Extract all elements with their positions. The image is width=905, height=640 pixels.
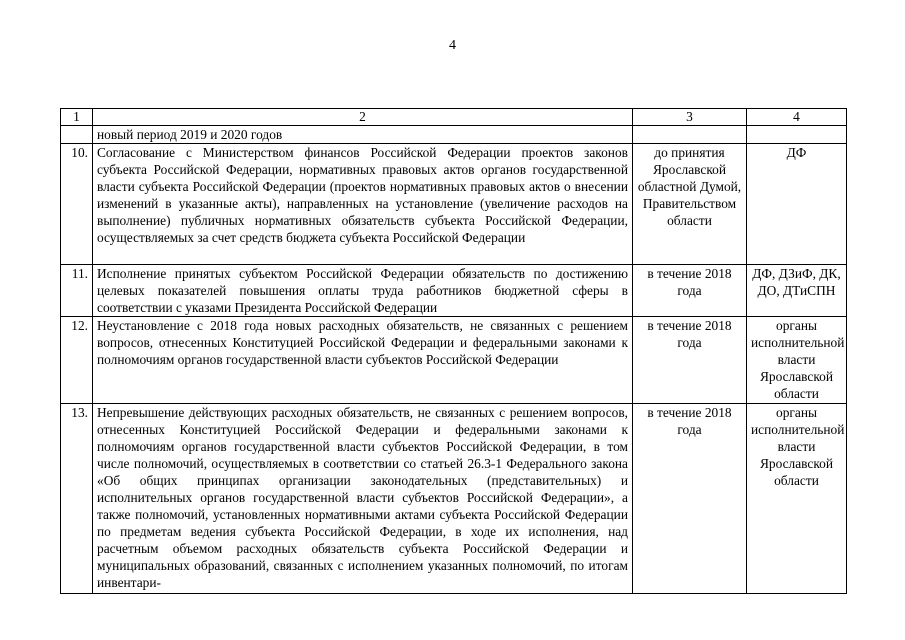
measure-text: Согласование с Министерством финансов Российской Федерации проектов законов субъекта Российской Федерации, нормативных правовых актов органов государственной власти субъекта Российской Федерации (проектов нормативных правовых актов о внесении изменений в указанные акты), направленных на установление (увеличение расходов на выполнение) публичных нормативных обязательств субъекта Российской Федерации, осуществляемых за счет средств бюджета субъекта Российской Федерации: [93, 144, 633, 265]
responsible-cell: ДФ: [747, 144, 847, 265]
header-cell: 2: [93, 109, 633, 126]
measure-text: Неустановление с 2018 года новых расходных обязательств, не связанных с решением вопросов, отнесенных Конституцией Российской Федерации и федеральными законами к полномочиям органов государственной власти субъектов Российской Федерации: [93, 317, 633, 404]
term-cell: в течение 2018 года: [633, 404, 747, 594]
measure-text: новый период 2019 и 2020 годов: [93, 126, 633, 144]
table-row: [61, 126, 847, 144]
measures-table: [60, 108, 847, 594]
row-number: 12.: [61, 317, 93, 404]
measure-text: Исполнение принятых субъектом Российской Федерации обязательств по достижению целевых показателей повышения оплаты труда работников бюджетной сферы в соответствии с указами Президента Российской Федерации: [93, 265, 633, 317]
table-row: [61, 144, 847, 265]
header-cell: 4: [747, 109, 847, 126]
term-cell: в течение 2018 года: [633, 317, 747, 404]
term-cell: в течение 2018 года: [633, 265, 747, 317]
table-header-row: [61, 109, 847, 126]
responsible-cell: органы исполнительной власти Ярославской области: [747, 404, 847, 594]
term-cell: [633, 126, 747, 144]
table-row: [61, 404, 847, 594]
header-cell: 1: [61, 109, 93, 126]
measure-text: Непревышение действующих расходных обязательств, не связанных с решением вопросов, отнесенных Конституцией Российской Федерации и федеральными законами к полномочиям органов государственной власти субъектов Российской Федерации, в том числе полномочий, осуществляемых в соответствии со статьей 26.3-1 Федерального закона «Об общих принципах организации законодательных (представительных) и исполнительных органов государственной власти субъектов Российской Федерации», а также полномочий, установленных нормативными актами субъекта Российской Федерации по предметам ведения субъекта Российской Федерации, в ходе их исполнения, над расчетным объемом расходных обязательств субъекта Российской Федерации и муниципальных образований, связанных с исполнением указанных полномочий, по итогам инвентари-: [93, 404, 633, 594]
responsible-cell: органы исполнительной власти Ярославской области: [747, 317, 847, 404]
header-cell: 3: [633, 109, 747, 126]
page-number: 4: [449, 38, 456, 53]
row-number: [61, 126, 93, 144]
row-number: 10.: [61, 144, 93, 265]
responsible-cell: ДФ, ДЗиФ, ДК, ДО, ДТиСПН: [747, 265, 847, 317]
term-cell: до принятия Ярославской областной Думой, Правительством области: [633, 144, 747, 265]
row-number: 11.: [61, 265, 93, 317]
table-row: [61, 317, 847, 404]
row-number: 13.: [61, 404, 93, 594]
responsible-cell: [747, 126, 847, 144]
table-row: [61, 265, 847, 317]
